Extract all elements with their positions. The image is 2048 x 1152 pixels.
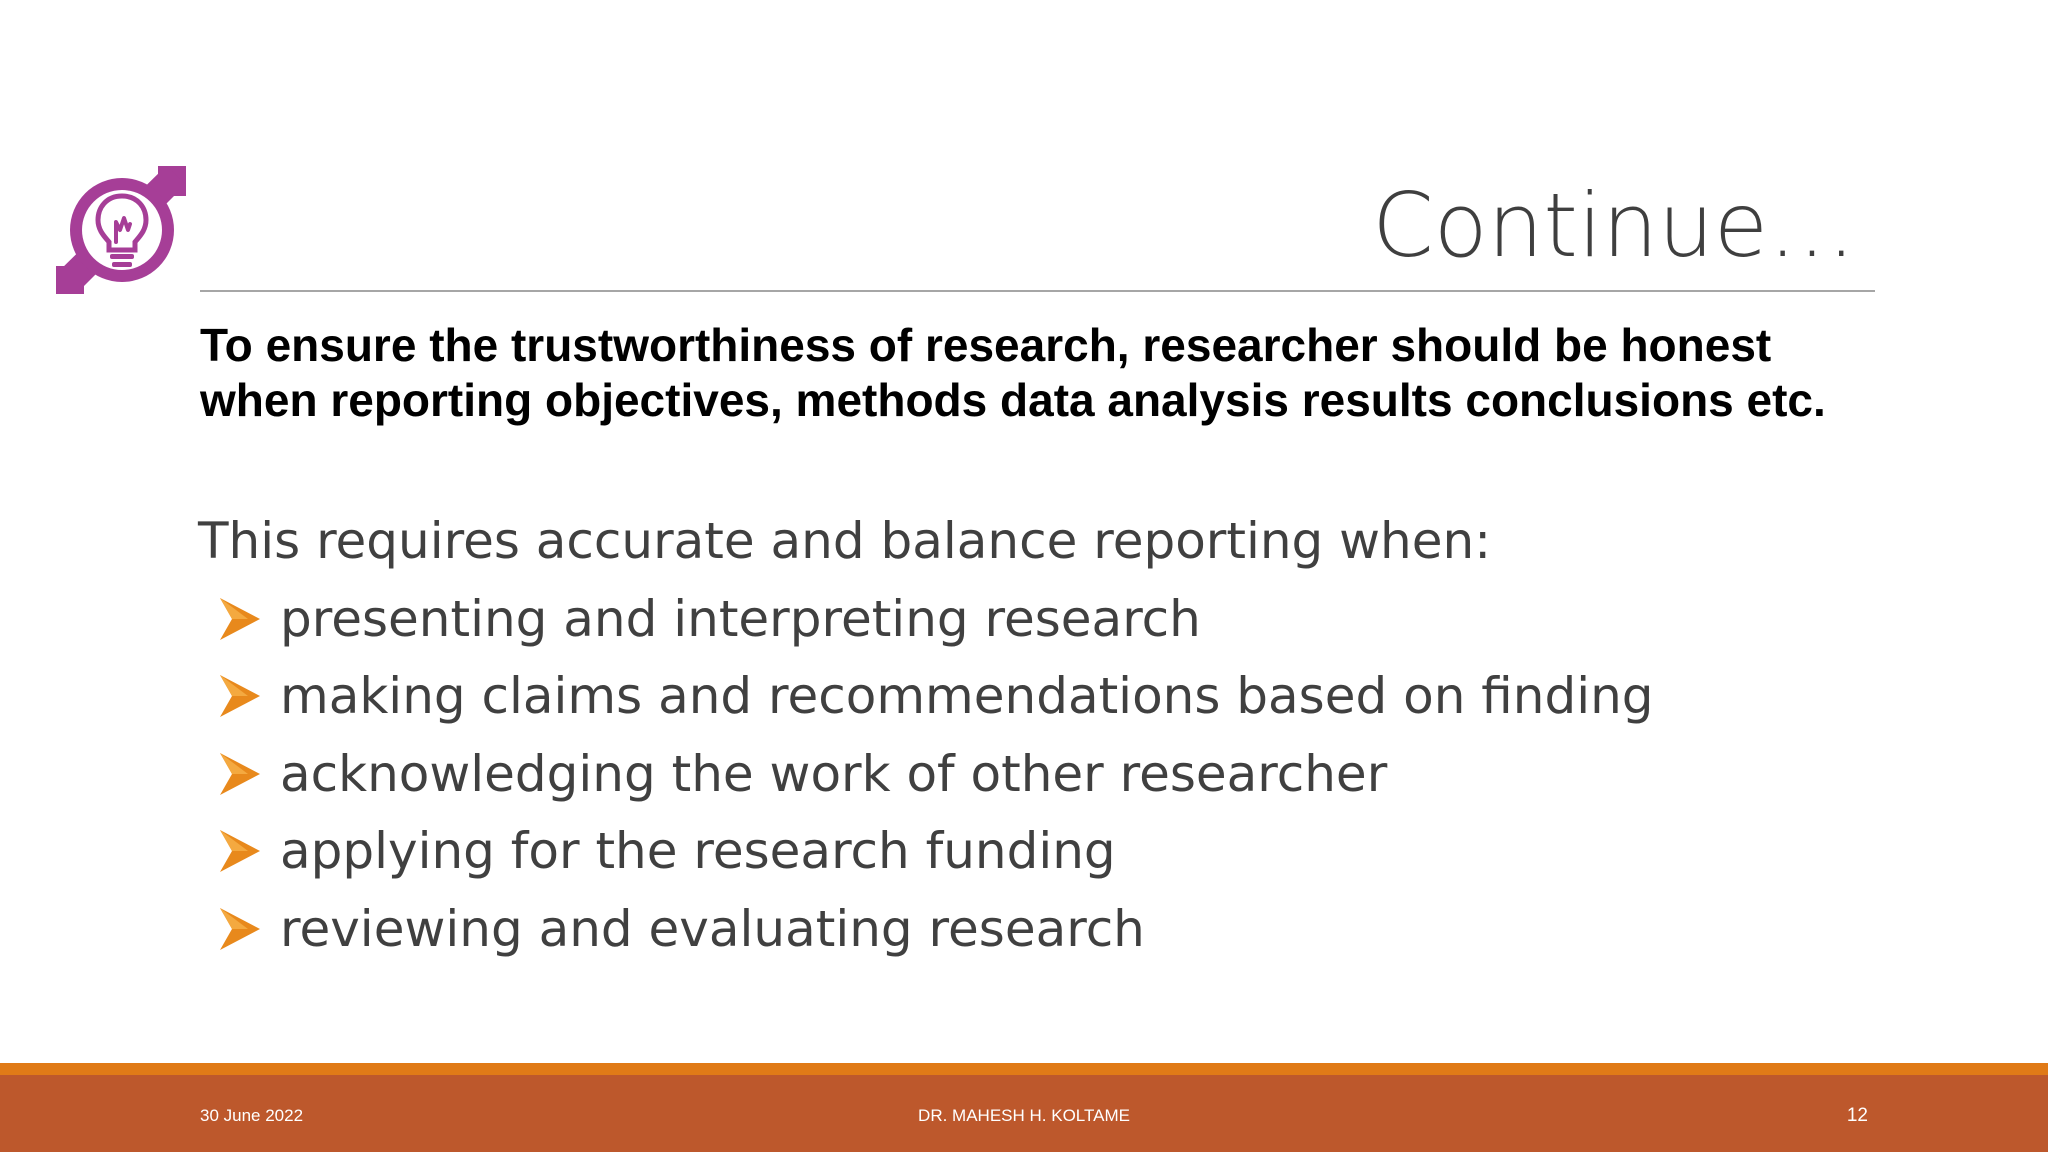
arrow-bullet-icon <box>218 751 262 797</box>
bullet-item <box>218 813 1654 891</box>
bullet-text: reviewing and evaluating research <box>280 899 1145 958</box>
lead-paragraph: To ensure the trustworthiness of research, researcher should be honest when reporting objectives, methods data analysis results conclusions etc. <box>200 319 1826 426</box>
bullet-item <box>218 658 1654 736</box>
intro-text: This requires accurate and balance reporting when: <box>198 512 1492 570</box>
footer-stripe <box>0 1063 2048 1075</box>
title-divider <box>200 290 1875 292</box>
lightbulb-logo-icon <box>56 166 186 294</box>
bullet-item <box>218 580 1654 658</box>
bullet-text: making claims and recommendations based on finding <box>280 667 1654 726</box>
bullet-item <box>218 890 1654 968</box>
bullet-text: applying for the research funding <box>280 822 1116 881</box>
arrow-bullet-icon <box>218 828 262 874</box>
footer-date: 30 June 2022 <box>200 1106 304 1125</box>
slide-title: Continue… <box>1372 174 1856 277</box>
arrow-bullet-icon <box>218 673 262 719</box>
arrow-bullet-icon <box>218 596 262 642</box>
bullet-item <box>218 735 1654 813</box>
bullet-text: presenting and interpreting research <box>280 589 1201 648</box>
bullet-list <box>218 580 1654 968</box>
slide-number: 12 <box>1846 1105 1868 1126</box>
arrow-bullet-icon <box>218 906 262 952</box>
footer-author: DR. MAHESH H. KOLTAME <box>918 1106 1130 1125</box>
bullet-text: acknowledging the work of other researcher <box>280 744 1388 803</box>
